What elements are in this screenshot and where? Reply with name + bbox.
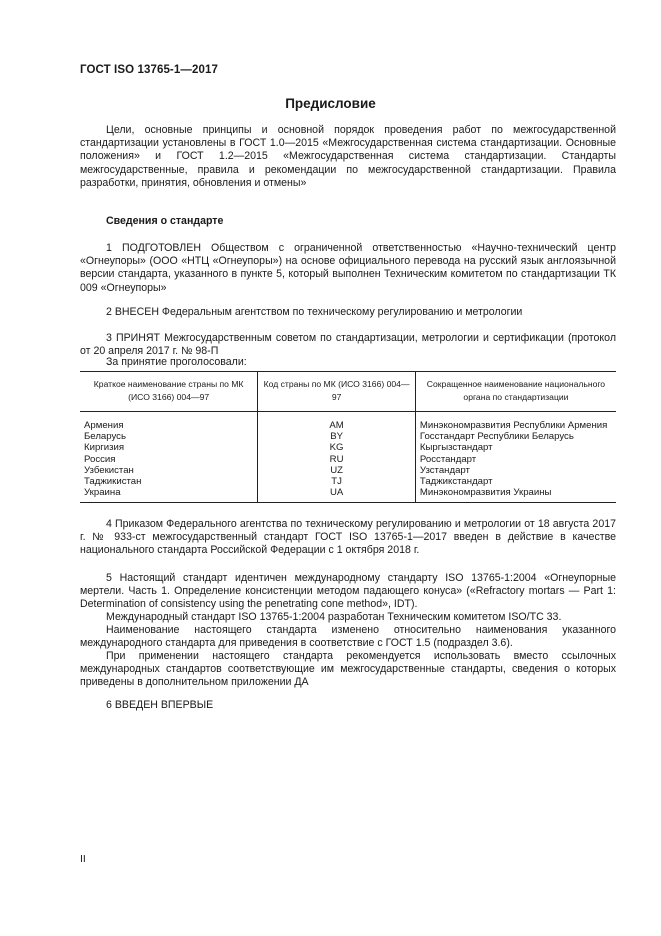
- country-name: Беларусь: [84, 431, 126, 443]
- standards-body: Росстандарт: [415, 454, 616, 465]
- column-header-code: Код страны по МК (ИСО 3166) 004—97: [258, 372, 416, 412]
- country-name: Украина: [80, 487, 258, 503]
- standards-body: Госстандарт Республики Беларусь: [415, 431, 616, 442]
- country-name: Киргизия: [84, 442, 125, 454]
- item-2-introduced: 2 ВНЕСЕН Федеральным агентством по техническому регулированию и метрологии: [106, 306, 523, 318]
- country-code: KG: [258, 442, 416, 453]
- country-code: UZ: [258, 465, 416, 476]
- info-heading: Сведения о стандарте: [106, 215, 224, 227]
- standards-body: Минэкономразвития Республики Армения: [415, 412, 616, 432]
- table-row: [80, 431, 616, 442]
- country-code: TJ: [258, 476, 416, 487]
- standards-body: Кыргызстандарт: [415, 442, 616, 453]
- intro-paragraph: Цели, основные принципы и основной порядок проведения работ по межгосударственной стандартизации установлены в ГОСТ 1.0—2015 «Межгосударственная система стандартизации. Основные положения» и ГОСТ 1.2—2015 «Межгосударственная система стандартизации. Стандарты межгосударственные, правила и рекомендации по межгосударственной стандартизации. Правила разработки, принятия, обновления и отмены»: [80, 124, 616, 189]
- page-title: Предисловие: [285, 96, 376, 111]
- standards-body: Минэкономразвития Украины: [415, 487, 616, 503]
- table-row: [80, 487, 616, 503]
- item-3-adopted: 3 ПРИНЯТ Межгосударственным советом по стандартизации, метрологии и сертификации (протокол от 20 апреля 2017 г. № 98-П: [80, 332, 616, 358]
- column-header-body: Сокращенное наименование национального органа по стандартизации: [415, 372, 616, 412]
- country-name: Таджикистан: [84, 476, 142, 488]
- table-row: [80, 476, 616, 487]
- standards-body: Таджикстандарт: [415, 476, 616, 487]
- standards-body: Узстандарт: [415, 465, 616, 476]
- table-row: [80, 442, 616, 453]
- table-row: [80, 412, 616, 432]
- voted-label: За принятие проголосовали:: [106, 356, 247, 368]
- item-5-developer: Международный стандарт ISO 13765-1:2004 разработан Техническим комитетом ISO/TC 33.: [106, 611, 562, 623]
- document-designation: ГОСТ ISO 13765-1—2017: [80, 64, 218, 76]
- item-1-prepared: 1 ПОДГОТОВЛЕН Обществом с ограниченной ответственностью «Научно-технический центр «Огнеупоры» (ООО «НТЦ «Огнеупоры») на основе официального перевода на русский язык англоязычной версии стандарта, указанного в пункте 5, который выполнен Техническим комитетом по стандартизации ТК 009 «Огнеупоры»: [80, 242, 616, 294]
- item-5-name-change: Наименование настоящего стандарта изменено относительно наименования указанного международного стандарта для приведения в соответствие с ГОСТ 1.5 (подраздел 3.6).: [80, 624, 616, 650]
- column-header-country: Краткое наименование страны по МК (ИСО 3166) 004—97: [80, 372, 258, 412]
- country-code: AM: [258, 412, 416, 432]
- country-code: RU: [258, 454, 416, 465]
- voting-table: [80, 371, 616, 503]
- item-5-references: При применении настоящего стандарта рекомендуется использовать вместо ссылочных международных стандартов соответствующие им межгосударственные стандарты, сведения о которых приведены в дополнительном приложении ДА: [80, 650, 616, 689]
- item-5-identical: 5 Настоящий стандарт идентичен международному стандарту ISO 13765-1:2004 «Огнеупорные мертели. Часть 1. Определение консистенции методом падающего конуса» («Refractory mortars — Part 1: Determination of consistency using the penetrating cone method», IDT).: [80, 572, 616, 611]
- item-6-first: 6 ВВЕДЕН ВПЕРВЫЕ: [106, 699, 214, 711]
- country-name: Армения: [84, 420, 124, 431]
- country-code: BY: [258, 431, 416, 442]
- table-row: [80, 465, 616, 476]
- country-code: UA: [258, 487, 416, 503]
- country-name: Россия: [84, 453, 116, 465]
- table-header-row: [80, 372, 616, 412]
- item-4-order: 4 Приказом Федерального агентства по техническому регулированию и метрологии от 18 августа 2017 г. № 933-ст межгосударственный стандарт ГОСТ ISO 13765-1—2017 введен в действие в качестве национального стандарта Российской Федерации с 1 октября 2018 г.: [80, 518, 616, 557]
- table-row: [80, 454, 616, 465]
- country-name: Узбекистан: [84, 464, 134, 476]
- page-number: II: [80, 853, 86, 865]
